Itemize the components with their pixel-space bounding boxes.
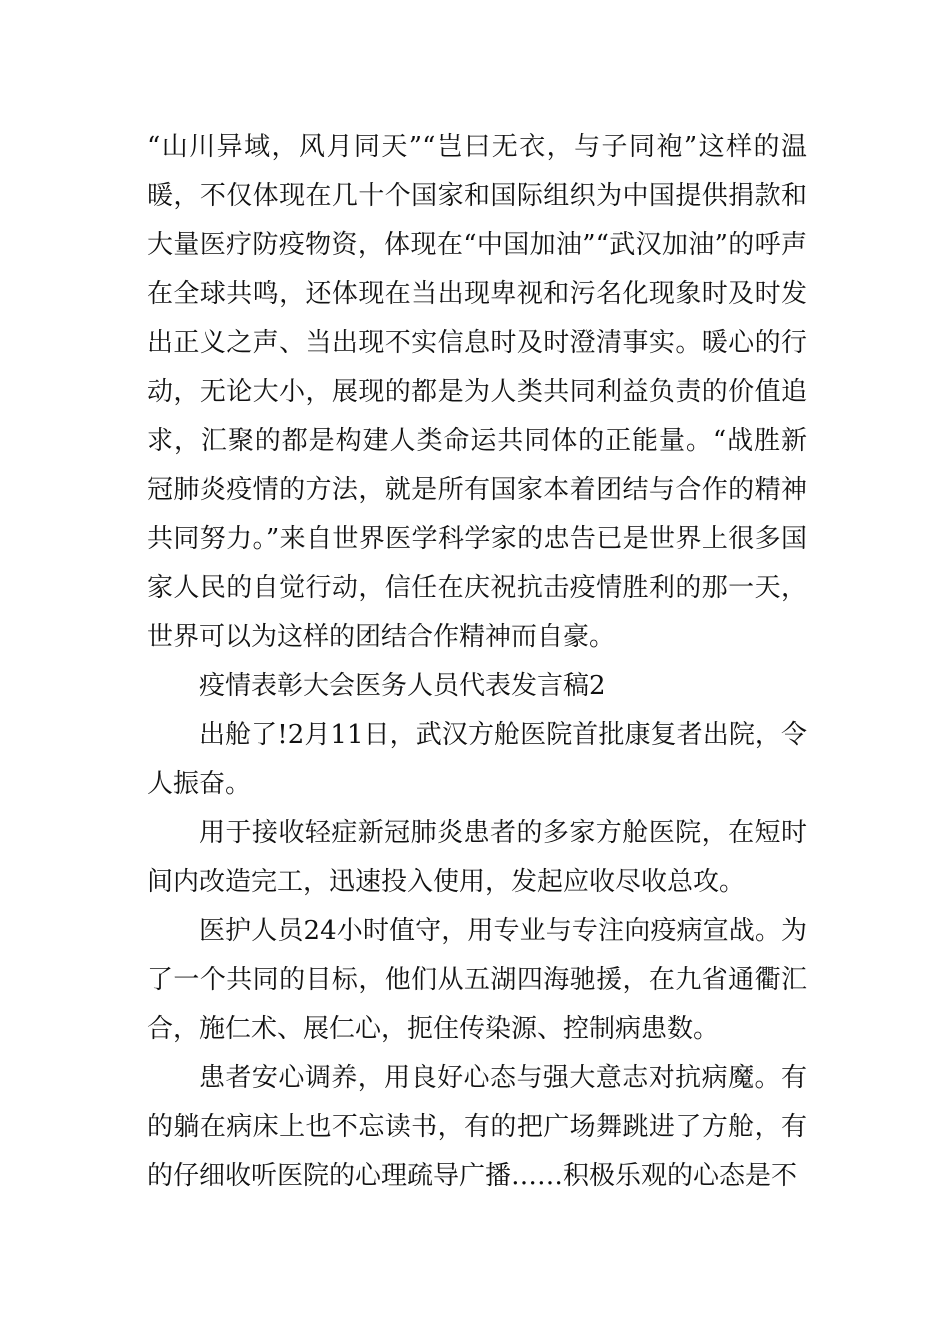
paragraph-solidarity: “山川异域，风月同天”“岂曰无衣，与子同袍”这样的温暖，不仅体现在几十个国家和国际组织为中国提供捐款和大量医疗防疫物资，体现在“中国加油”“武汉加油”的呼声在全球共鸣，还体现在当出现卑视和污名化现象时及时发出正义之声、当出现不实信息时及时澄清事实。暖心的行动，无论大小，展现的都是为人类共同利益负责的价值追求，汇聚的都是构建人类命运共同体的正能量。“战胜新冠肺炎疫情的方法，就是所有国家本着团结与合作的精神共同努力。”来自世界医学科学家的忠告已是世界上很多国家人民的自觉行动，信任在庆祝抗击疫情胜利的那一天，世界可以为这样的团结合作精神而自豪。 [147, 132, 807, 652]
paragraph-medical-staff: 医护人员24小时值守，用专业与专注向疫病宣战。为了一个共同的目标，他们从五湖四海驰援，在九省通衢汇合，施仁术、展仁心，扼住传染源、控制病患数。 [147, 916, 807, 1044]
document-body [147, 123, 807, 1201]
paragraph-discharge: 出舱了!2月11日，武汉方舱医院首批康复者出院，令人振奋。 [147, 720, 807, 799]
paragraph-fangcang: 用于接收轻症新冠肺炎患者的多家方舱医院，在短时间内改造完工，迅速投入使用，发起应收尽收总攻。 [147, 818, 807, 897]
paragraph-patients: 患者安心调养，用良好心态与强大意志对抗病魔。有的躺在病床上也不忘读书，有的把广场舞跳进了方舱，有的仔细收听医院的心理疏导广播……积极乐观的心态是不 [147, 1063, 807, 1191]
speech-title: 疫情表彰大会医务人员代表发言稿2 [199, 671, 606, 701]
